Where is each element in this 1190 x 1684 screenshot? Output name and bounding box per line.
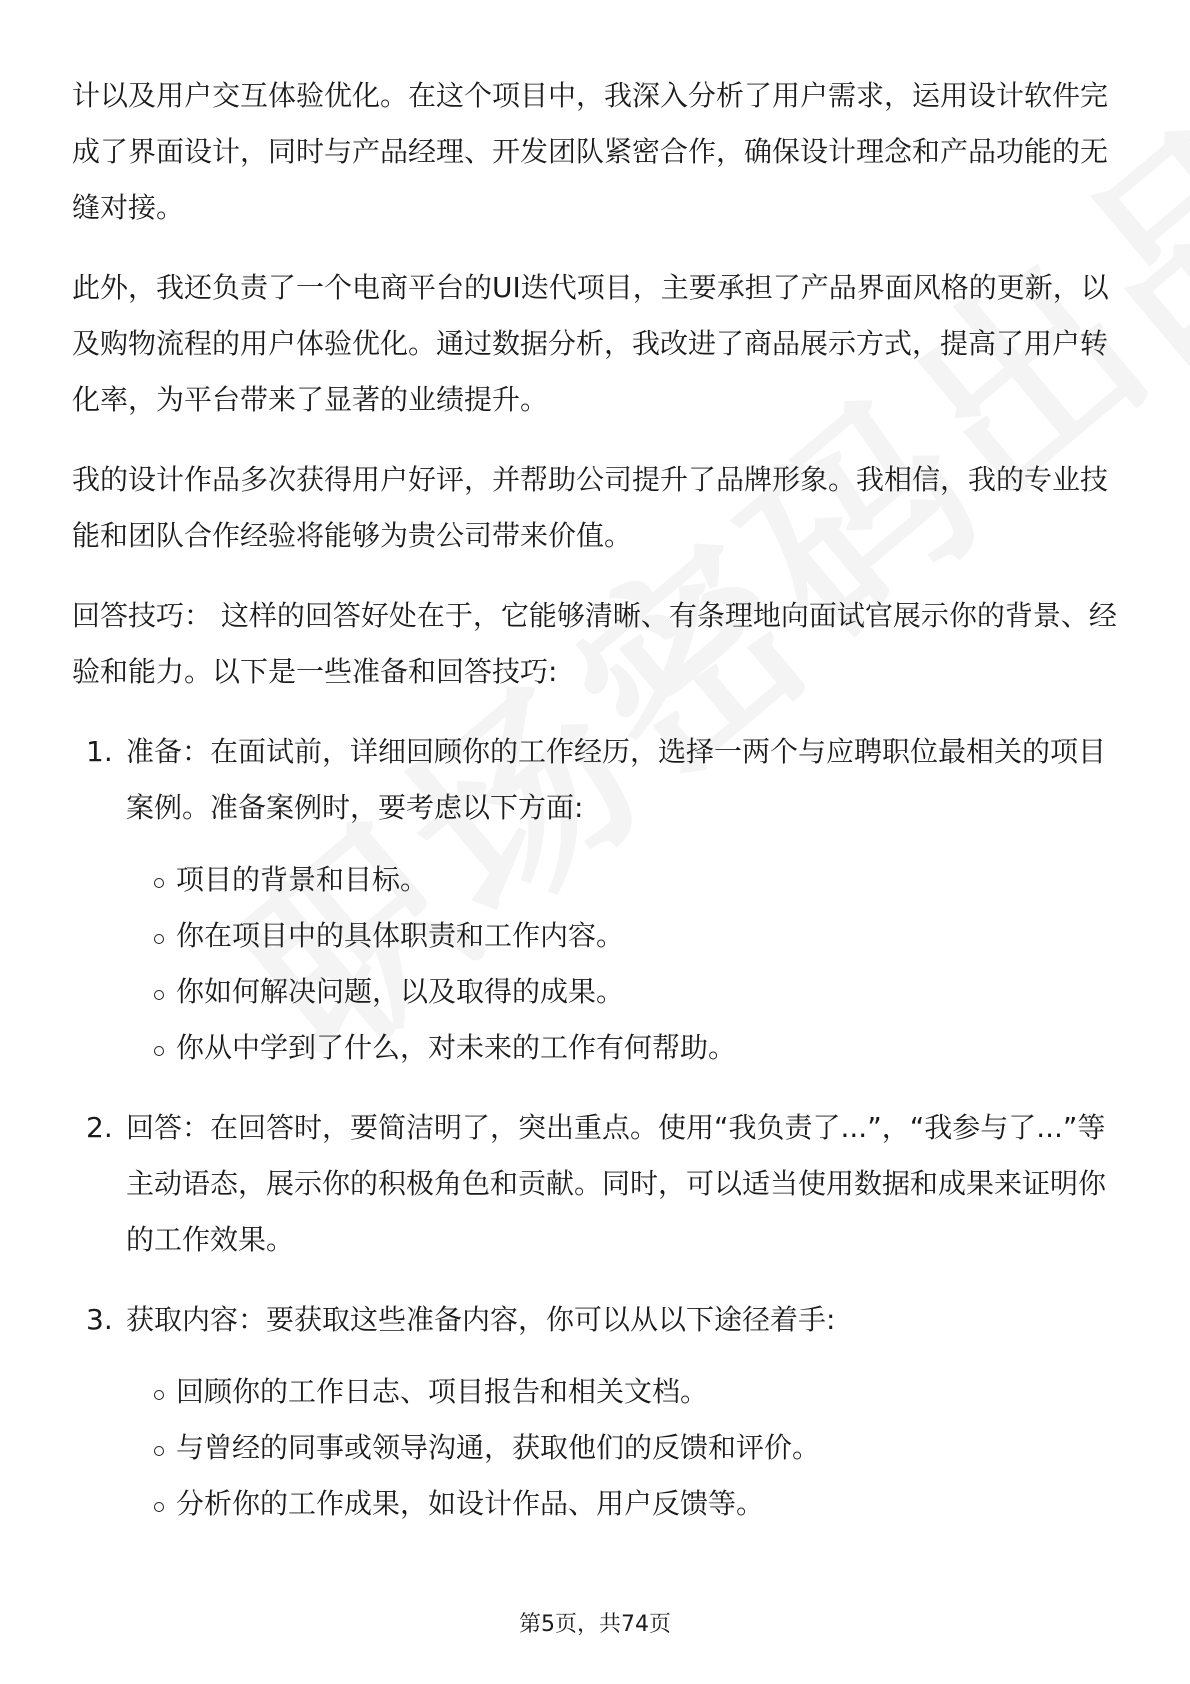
step-bullet-list — [126, 852, 1118, 1076]
bullet-item: 你从中学到了什么，对未来的工作有何帮助。 — [154, 1020, 1118, 1076]
paragraph-1: 计以及用户交互体验优化。在这个项目中，我深入分析了用户需求，运用设计软件完成了界面设计，同时与产品经理、开发团队紧密合作，确保设计理念和产品功能的无缝对接。 — [72, 79, 1109, 224]
step-number: 2. — [86, 1111, 113, 1144]
step-item — [72, 1292, 1118, 1532]
bullet-item: 与曾经的同事或领导沟通，获取他们的反馈和评价。 — [154, 1420, 1118, 1476]
bullet-item: 分析你的工作成果，如设计作品、用户反馈等。 — [154, 1476, 1118, 1532]
answer-tips-paragraph: 回答技巧： 这样的回答好处在于，它能够清晰、有条理地向面试官展示你的背景、经验和能力。以下是一些准备和回答技巧: — [72, 599, 1117, 688]
bullet-item: 你如何解决问题，以及取得的成果。 — [154, 964, 1118, 1020]
steps-list — [72, 724, 1118, 1532]
step-item — [72, 724, 1118, 1076]
paragraph-3: 我的设计作品多次获得用户好评，并帮助公司提升了品牌形象。我相信，我的专业技能和团队合作经验将能够为贵公司带来价值。 — [72, 463, 1109, 552]
step-bullet-list — [126, 1364, 1118, 1532]
document-body — [72, 68, 1118, 1556]
step-text: 获取内容：要获取这些准备内容，你可以从以下途径着手: — [126, 1303, 836, 1336]
bullet-item: 你在项目中的具体职责和工作内容。 — [154, 908, 1118, 964]
page-footer: 第5页，共74页 — [519, 1612, 671, 1637]
step-number: 3. — [86, 1303, 113, 1336]
bullet-item: 回顾你的工作日志、项目报告和相关文档。 — [154, 1364, 1118, 1420]
bullet-item: 项目的背景和目标。 — [154, 852, 1118, 908]
step-text: 准备：在面试前，详细回顾你的工作经历，选择一两个与应聘职位最相关的项目案例。准备案例时，要考虑以下方面: — [126, 735, 1107, 824]
step-number: 1. — [86, 735, 113, 768]
step-text: 回答：在回答时，要简洁明了，突出重点。使用“我负责了...”，“我参与了...”等主动语态，展示你的积极角色和贡献。同时，可以适当使用数据和成果来证明你的工作效果。 — [126, 1111, 1107, 1256]
paragraph-2: 此外，我还负责了一个电商平台的UI迭代项目，主要承担了产品界面风格的更新，以及购物流程的用户体验优化。通过数据分析，我改进了商品展示方式，提高了用户转化率，为平台带来了显著的业绩提升。 — [72, 271, 1109, 416]
step-item — [72, 1100, 1118, 1268]
